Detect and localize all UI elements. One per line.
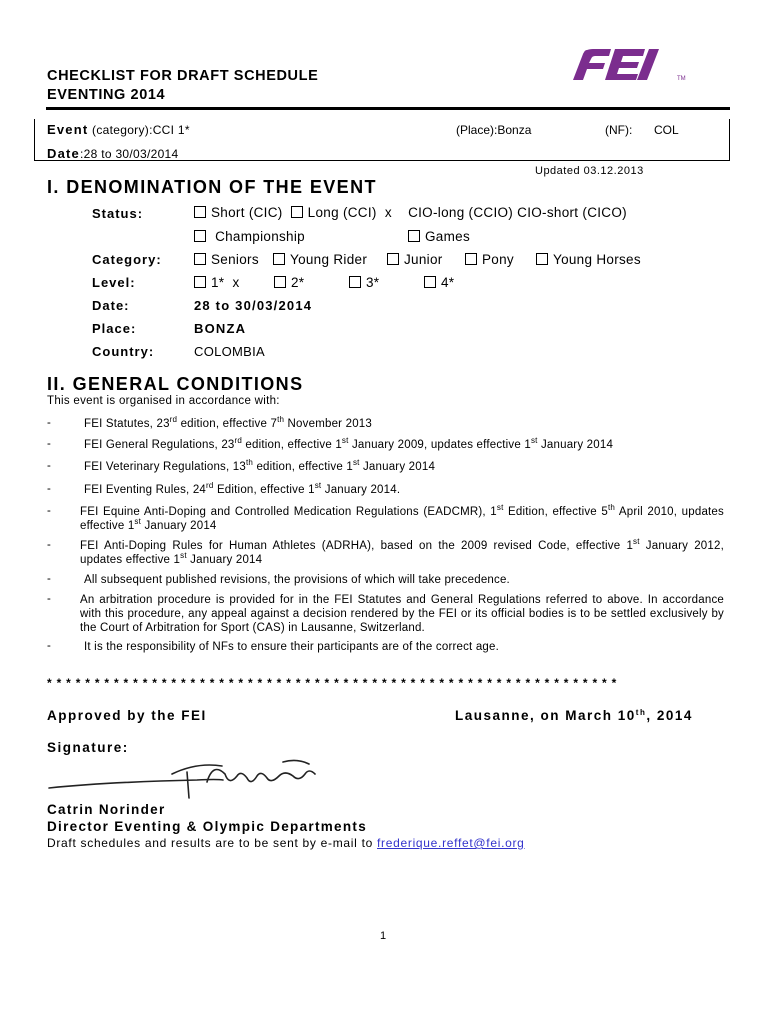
event-category: (category):CCI 1* — [92, 123, 190, 137]
list-item — [80, 539, 724, 567]
ordinal-suffix: st — [530, 436, 538, 445]
fei-logo-mark — [573, 49, 659, 80]
event-date-line — [47, 146, 179, 161]
list-item-text: FEI General Regulations, 23 — [84, 439, 235, 451]
event-nf-label: (NF): — [605, 123, 633, 137]
status-options — [194, 205, 627, 220]
games-option — [408, 229, 470, 244]
place-field-label: Place: — [92, 321, 137, 336]
title-line-1: CHECKLIST FOR DRAFT SCHEDULE — [47, 68, 319, 84]
ordinal-suffix: st — [134, 517, 142, 526]
list-item-text: An arbitration procedure is provided for in the FEI Statutes and General Regulations referred to above. In accordance with this procedure, any appeal against a decision rendered by the FEI or its official bodies is to be settled exclusively by the Court of Arbitration for Sport (CAS) in Lausanne, Switzerland. — [80, 594, 724, 634]
level-1: 1* — [211, 275, 225, 290]
status-long: Long (CCI) — [307, 205, 377, 220]
email-link[interactable]: frederique.reffet@fei.org — [377, 836, 525, 850]
ordinal-suffix: st — [633, 537, 640, 546]
handwritten-signature — [47, 752, 337, 804]
event-line — [47, 122, 190, 137]
level-2-option — [274, 275, 304, 290]
list-item-text: January 2014 — [141, 520, 217, 532]
cat-junior: Junior — [404, 252, 443, 267]
checkbox-games[interactable] — [408, 230, 420, 242]
status-long-mark: x — [384, 205, 392, 220]
checkbox-young-rider[interactable] — [273, 253, 285, 265]
ordinal-suffix: rd — [206, 481, 214, 490]
status-short: Short (CIC) — [211, 205, 283, 220]
ordinal-suffix: st — [180, 551, 187, 560]
checkbox-young-horses[interactable] — [536, 253, 548, 265]
title-divider — [46, 107, 730, 110]
level-3-option — [349, 275, 379, 290]
level-3: 3* — [366, 275, 380, 290]
country-field-value: COLOMBIA — [194, 344, 266, 359]
lausanne-year: , 2014 — [646, 708, 693, 723]
place-field-value: BONZA — [194, 321, 247, 336]
checkbox-level-3[interactable] — [349, 276, 361, 288]
list-item-text: FEI Anti-Doping Rules for Human Athletes (ADRHA), based on the 2009 revised Code, effective 1 — [80, 540, 634, 552]
lausanne-text: Lausanne, on March 10 — [455, 708, 636, 723]
signatory-role: Director Eventing & Olympic Departments — [47, 819, 368, 834]
ordinal-suffix: st — [496, 503, 504, 512]
cat-pony-option — [465, 252, 514, 267]
document-title — [47, 67, 318, 105]
list-item-text: January 2014 — [537, 439, 614, 451]
section-2-heading: II. GENERAL CONDITIONS — [47, 374, 304, 394]
list-dash: - — [47, 593, 51, 605]
date-label: Date — [47, 146, 80, 161]
list-item-text: FEI Statutes, 23 — [84, 418, 170, 430]
date-value: :28 to 30/03/2014 — [79, 147, 179, 161]
championship-option — [194, 229, 305, 244]
level-4-option — [424, 275, 454, 290]
category-label: Category: — [92, 252, 162, 267]
event-label: Event — [47, 122, 89, 137]
cat-junior-option — [387, 252, 443, 267]
list-item-text: January 2014 — [359, 461, 436, 473]
list-dash: - — [47, 483, 51, 495]
list-dash: - — [47, 417, 51, 429]
ordinal-suffix: th — [245, 458, 254, 467]
page-number: 1 — [380, 930, 387, 942]
list-dash: - — [47, 460, 51, 472]
section-1-heading: I. DENOMINATION OF THE EVENT — [47, 177, 377, 197]
updated-date: Updated 03.12.2013 — [535, 165, 644, 177]
event-place: (Place):Bonza — [456, 123, 532, 137]
level-4: 4* — [441, 275, 455, 290]
list-item — [80, 593, 724, 635]
list-item — [84, 640, 724, 654]
list-item-text: All subsequent published revisions, the provisions of which will take precedence. — [84, 574, 510, 586]
checkbox-pony[interactable] — [465, 253, 477, 265]
cat-pony: Pony — [482, 252, 514, 267]
list-item — [80, 505, 724, 533]
list-dash: - — [47, 505, 51, 517]
draft-instructions — [47, 836, 525, 850]
status-cio: CIO-long (CCIO) CIO-short (CICO) — [408, 205, 627, 220]
date-field-value: 28 to 30/03/2014 — [194, 298, 313, 313]
checkbox-long[interactable] — [291, 206, 303, 218]
list-item — [84, 438, 724, 452]
title-line-2: EVENTING 2014 — [47, 87, 166, 103]
checkbox-seniors[interactable] — [194, 253, 206, 265]
draft-text: Draft schedules and results are to be sent by e-mail to — [47, 836, 378, 850]
cat-young-rider-option — [273, 252, 367, 267]
ordinal-suffix: st — [314, 481, 322, 490]
event-nf-value: COL — [654, 123, 679, 137]
approved-by: Approved by the FEI — [47, 708, 207, 723]
logo-tm: TM — [677, 76, 686, 82]
signature-label: Signature: — [47, 740, 129, 755]
checkbox-level-1[interactable] — [194, 276, 206, 288]
cat-seniors: Seniors — [211, 252, 259, 267]
list-item — [84, 417, 724, 431]
championship-label: Championship — [215, 229, 305, 244]
list-dash: - — [47, 539, 51, 551]
list-item-text: FEI Veterinary Regulations, 13 — [84, 461, 246, 473]
cat-seniors-option — [194, 252, 259, 267]
cat-young-horses: Young Horses — [553, 252, 641, 267]
list-item-text: FEI Equine Anti-Doping and Controlled Medication Regulations (EADCMR), 1 — [80, 506, 497, 518]
checkbox-junior[interactable] — [387, 253, 399, 265]
approval-place-date — [455, 708, 693, 723]
list-item — [84, 483, 724, 497]
cat-young-rider: Young Rider — [290, 252, 368, 267]
ordinal-suffix: rd — [234, 436, 243, 445]
separator-stars: ************************************************************ — [47, 676, 622, 690]
list-item — [84, 573, 724, 587]
checkbox-level-2[interactable] — [274, 276, 286, 288]
date-field-label: Date: — [92, 298, 130, 313]
ordinal-suffix: th — [277, 415, 285, 424]
list-item-text: January 2014 — [186, 554, 263, 566]
list-item-text: November 2013 — [284, 418, 372, 430]
list-item-text: January 2009, updates effective 1 — [348, 439, 531, 451]
list-item-text: edition, effective 1 — [242, 439, 342, 451]
list-item-text: January 2014. — [321, 484, 401, 496]
list-item-text: FEI Eventing Rules, 24 — [84, 484, 207, 496]
country-field-label: Country: — [92, 344, 155, 359]
games-label: Games — [425, 229, 471, 244]
checkbox-level-4[interactable] — [424, 276, 436, 288]
list-dash: - — [47, 573, 51, 585]
level-2: 2* — [291, 275, 305, 290]
list-item-text: edition, effective 1 — [253, 461, 353, 473]
list-item-text: It is the responsibility of NFs to ensure their participants are of the correct age. — [84, 641, 500, 653]
level-1-mark: x — [232, 275, 240, 290]
ordinal-suffix: rd — [169, 415, 178, 424]
ordinal-suffix: st — [352, 458, 360, 467]
list-item — [84, 460, 724, 474]
ordinal-suffix: th — [607, 503, 616, 512]
ordinal-suffix: st — [341, 436, 349, 445]
checkbox-championship[interactable] — [194, 230, 206, 242]
list-item-text: April 2010, updates effective 1 — [80, 506, 724, 532]
list-dash: - — [47, 640, 51, 652]
list-dash: - — [47, 438, 51, 450]
section-2-intro: This event is organised in accordance with: — [47, 395, 280, 407]
cat-young-horses-option — [536, 252, 641, 267]
status-label: Status: — [92, 206, 144, 221]
fei-logo — [565, 44, 705, 88]
list-item-text: Edition, effective 1 — [213, 484, 315, 496]
signatory-name: Catrin Norinder — [47, 802, 166, 817]
list-item-text: January 2012, updates effective 1 — [80, 540, 724, 566]
checkbox-short[interactable] — [194, 206, 206, 218]
lausanne-sup: th — [635, 708, 647, 717]
level-label: Level: — [92, 275, 136, 290]
list-item-text: Edition, effective 5 — [503, 506, 608, 518]
level-1-option — [194, 275, 240, 290]
list-item-text: edition, effective 7 — [177, 418, 278, 430]
